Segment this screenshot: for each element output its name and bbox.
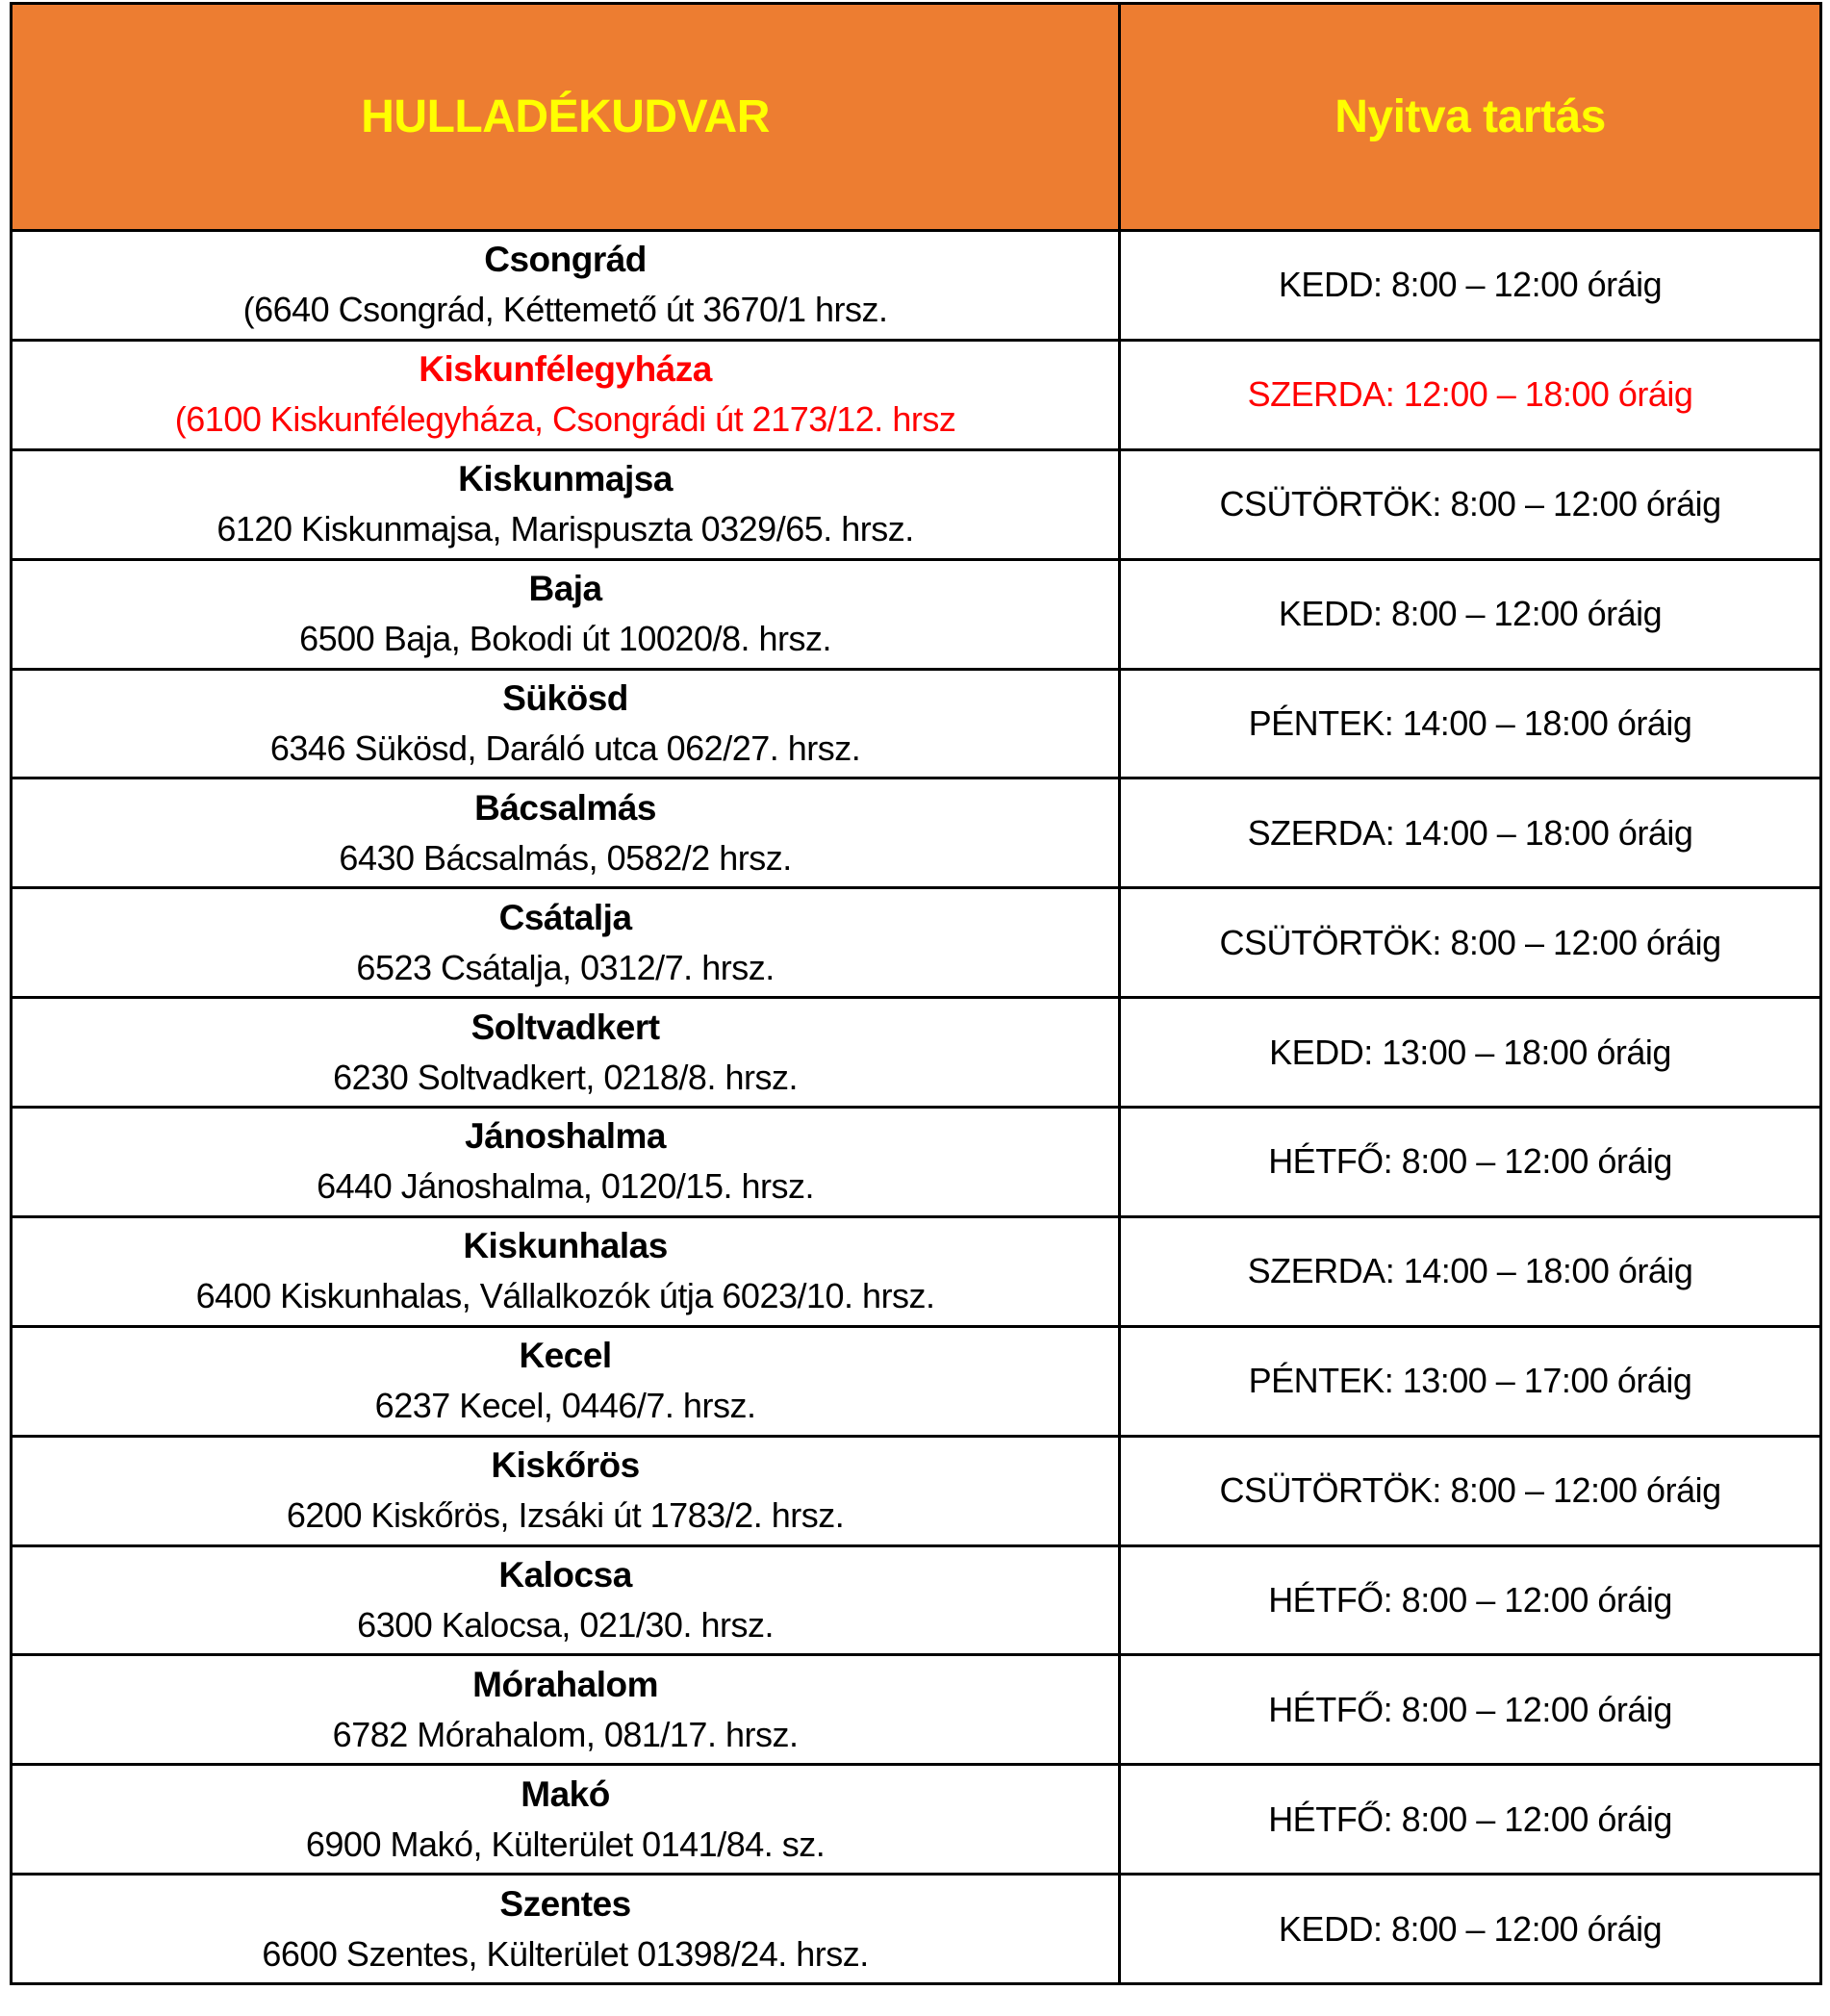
table-row	[13, 668, 1819, 778]
site-cell	[13, 1218, 1121, 1325]
site-cell	[13, 671, 1121, 778]
hours-cell	[1121, 561, 1819, 668]
site-address: 6430 Bácsalmás, 0582/2 hrsz.	[339, 837, 792, 878]
site-name: Kalocsa	[498, 1554, 632, 1595]
table-row	[13, 886, 1819, 996]
site-name: Sükösd	[502, 677, 628, 718]
opening-hours: SZERDA: 12:00 – 18:00 óráig	[1247, 374, 1693, 415]
site-name: Mórahalom	[472, 1664, 658, 1704]
site-cell	[13, 1547, 1121, 1654]
opening-hours-table	[10, 2, 1822, 1985]
site-cell	[13, 1656, 1121, 1763]
site-cell	[13, 451, 1121, 558]
site-name: Baja	[528, 569, 602, 609]
opening-hours: SZERDA: 14:00 – 18:00 óráig	[1247, 1251, 1693, 1291]
site-address: 6300 Kalocsa, 021/30. hrsz.	[357, 1604, 774, 1645]
site-name: Csongrád	[484, 240, 647, 280]
hours-cell	[1121, 779, 1819, 886]
site-name: Soltvadkert	[470, 1007, 660, 1047]
opening-hours: CSÜTÖRTÖK: 8:00 – 12:00 óráig	[1219, 484, 1721, 524]
opening-hours: PÉNTEK: 13:00 – 17:00 óráig	[1248, 1361, 1692, 1401]
opening-hours: CSÜTÖRTÖK: 8:00 – 12:00 óráig	[1219, 1470, 1721, 1511]
site-name: Jánoshalma	[465, 1116, 666, 1157]
site-name: Kiskőrös	[491, 1445, 640, 1486]
site-address: 6346 Sükösd, Daráló utca 062/27. hrsz.	[269, 727, 861, 768]
site-cell	[13, 1328, 1121, 1435]
opening-hours: SZERDA: 14:00 – 18:00 óráig	[1247, 812, 1693, 853]
table-row	[13, 339, 1819, 448]
site-cell	[13, 342, 1121, 448]
site-cell	[13, 889, 1121, 996]
table-row	[13, 1873, 1819, 1982]
hours-cell	[1121, 1109, 1819, 1215]
table-row	[13, 1763, 1819, 1873]
hours-cell	[1121, 1328, 1819, 1435]
hours-cell	[1121, 1876, 1819, 1982]
opening-hours: PÉNTEK: 14:00 – 18:00 óráig	[1248, 702, 1692, 743]
site-address: (6100 Kiskunfélegyháza, Csongrádi út 2173/12. hrsz	[174, 399, 956, 440]
table-row	[13, 1215, 1819, 1325]
site-address: 6400 Kiskunhalas, Vállalkozók útja 6023/10. hrsz.	[195, 1276, 935, 1316]
table-header-row	[13, 5, 1819, 229]
hours-cell	[1121, 451, 1819, 558]
opening-hours: CSÜTÖRTÖK: 8:00 – 12:00 óráig	[1219, 922, 1721, 962]
opening-hours: HÉTFŐ: 8:00 – 12:00 óráig	[1268, 1141, 1672, 1182]
site-address: (6640 Csongrád, Kéttemető út 3670/1 hrsz.	[242, 290, 888, 330]
site-address: 6900 Makó, Külterület 0141/84. sz.	[305, 1824, 826, 1864]
table-row	[13, 448, 1819, 558]
site-address: 6523 Csátalja, 0312/7. hrsz.	[356, 947, 775, 987]
site-cell	[13, 1766, 1121, 1873]
table-row	[13, 229, 1819, 339]
hours-cell	[1121, 671, 1819, 778]
table-row	[13, 1653, 1819, 1763]
site-cell	[13, 779, 1121, 886]
hours-cell	[1121, 1547, 1819, 1654]
hours-cell	[1121, 1218, 1819, 1325]
site-address: 6230 Soltvadkert, 0218/8. hrsz.	[333, 1057, 798, 1097]
table-row	[13, 1106, 1819, 1215]
opening-hours: HÉTFŐ: 8:00 – 12:00 óráig	[1268, 1689, 1672, 1729]
site-name: Szentes	[499, 1883, 631, 1924]
hours-cell	[1121, 1438, 1819, 1544]
table-row	[13, 558, 1819, 668]
site-name: Bácsalmás	[474, 787, 656, 828]
table-row	[13, 1325, 1819, 1435]
hours-cell	[1121, 1656, 1819, 1763]
opening-hours: KEDD: 8:00 – 12:00 óráig	[1278, 265, 1663, 305]
hours-cell	[1121, 342, 1819, 448]
hours-cell	[1121, 1766, 1819, 1873]
hours-cell	[1121, 232, 1819, 339]
opening-hours: HÉTFŐ: 8:00 – 12:00 óráig	[1268, 1799, 1672, 1839]
site-address: 6200 Kiskőrös, Izsáki út 1783/2. hrsz.	[286, 1495, 845, 1536]
site-name: Csátalja	[498, 897, 632, 937]
opening-hours: KEDD: 13:00 – 18:00 óráig	[1269, 1032, 1671, 1072]
header-hours-column: Nyitva tartás	[1334, 91, 1606, 142]
site-cell	[13, 232, 1121, 339]
opening-hours: KEDD: 8:00 – 12:00 óráig	[1278, 1908, 1663, 1949]
site-cell	[13, 1876, 1121, 1982]
site-name: Kiskunhalas	[463, 1226, 668, 1266]
site-cell	[13, 999, 1121, 1106]
header-site-column: HULLADÉKUDVAR	[13, 5, 1121, 229]
site-cell	[13, 561, 1121, 668]
site-name: Kiskunfélegyháza	[419, 349, 712, 390]
site-address: 6782 Mórahalom, 081/17. hrsz.	[332, 1714, 799, 1754]
opening-hours: HÉTFŐ: 8:00 – 12:00 óráig	[1268, 1579, 1672, 1620]
site-address: 6440 Jánoshalma, 0120/15. hrsz.	[317, 1166, 814, 1207]
site-cell	[13, 1109, 1121, 1215]
opening-hours: KEDD: 8:00 – 12:00 óráig	[1278, 594, 1663, 634]
site-cell	[13, 1438, 1121, 1544]
site-name: Kiskunmajsa	[458, 459, 673, 499]
hours-cell	[1121, 999, 1819, 1106]
site-address: 6237 Kecel, 0446/7. hrsz.	[374, 1386, 756, 1426]
site-address: 6600 Szentes, Külterület 01398/24. hrsz.	[262, 1933, 869, 1974]
table-row	[13, 996, 1819, 1106]
site-address: 6500 Baja, Bokodi út 10020/8. hrsz.	[299, 619, 832, 659]
table-row	[13, 777, 1819, 886]
table-row	[13, 1435, 1819, 1544]
table-row	[13, 1544, 1819, 1654]
site-name: Makó	[521, 1774, 610, 1814]
hours-cell	[1121, 889, 1819, 996]
site-address: 6120 Kiskunmajsa, Marispuszta 0329/65. hrsz.	[216, 509, 914, 549]
site-name: Kecel	[519, 1336, 612, 1376]
